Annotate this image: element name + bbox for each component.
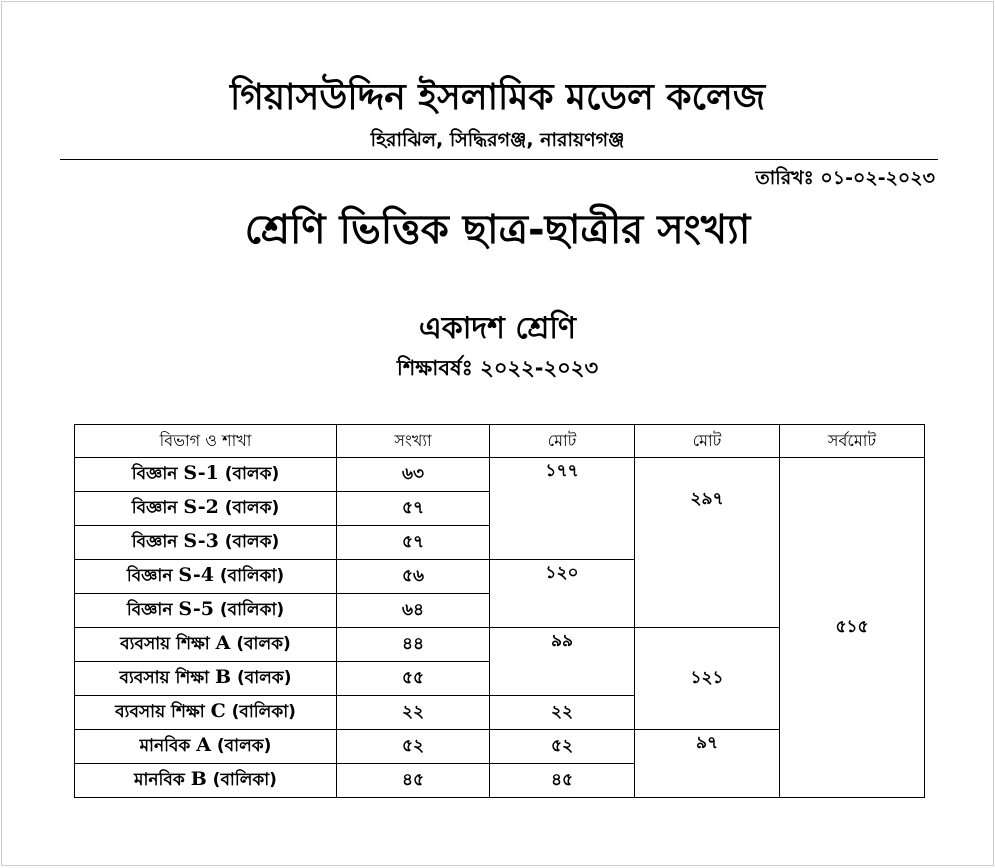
section-cell: বিজ্ঞান S-1 (বালক) <box>75 458 337 492</box>
grand-total-cell: ৫১৫ <box>780 458 925 798</box>
subtotal-cell: ২২ <box>490 696 635 730</box>
count-cell: ২২ <box>337 696 490 730</box>
header-divider <box>60 159 938 160</box>
document-page <box>1 1 994 866</box>
section-cell: বিজ্ঞান S-5 (বালিকা) <box>75 594 337 628</box>
subtotal-cell: ১২০ <box>490 560 635 628</box>
section-cell: মানবিক B (বালিকা) <box>75 764 337 798</box>
class-name: একাদশ শ্রেণি <box>418 311 577 346</box>
count-cell: ৬৩ <box>337 458 490 492</box>
count-cell: ৫৭ <box>337 492 490 526</box>
section-cell: বিজ্ঞান S-3 (বালক) <box>75 526 337 560</box>
student-count-table <box>74 424 925 798</box>
count-cell: ৪৫ <box>337 764 490 798</box>
subtotal-cell: ৫২ <box>490 730 635 764</box>
subtotal-cell: ৪৫ <box>490 764 635 798</box>
column-header-count: সংখ্যা <box>337 425 490 458</box>
count-cell: ৫৭ <box>337 526 490 560</box>
section-cell: ব্যবসায় শিক্ষা A (বালক) <box>75 628 337 662</box>
column-header-section: বিভাগ ও শাখা <box>75 425 337 458</box>
section-cell: ব্যবসায় শিক্ষা B (বালক) <box>75 662 337 696</box>
date-value: ০১-০২-২০২৩ <box>820 167 935 189</box>
count-cell: ৬৪ <box>337 594 490 628</box>
section-cell: মানবিক A (বালক) <box>75 730 337 764</box>
date-line <box>756 164 935 196</box>
subtotal-cell: ১৭৭ <box>490 458 635 560</box>
report-title: শ্রেণি ভিত্তিক ছাত্র-ছাত্রীর সংখ্যা <box>244 207 751 253</box>
section-cell: বিজ্ঞান S-4 (বালিকা) <box>75 560 337 594</box>
subtotal-cell: ৯৯ <box>490 628 635 696</box>
group-total-cell: ২৯৭ <box>635 458 780 628</box>
table-header-row <box>75 425 925 458</box>
table-row <box>75 458 925 492</box>
section-cell: ব্যবসায় শিক্ষা C (বালিকা) <box>75 696 337 730</box>
column-header-grand-total: সর্বমোট <box>780 425 925 458</box>
column-header-group-total: মোট <box>635 425 780 458</box>
count-cell: ৪৪ <box>337 628 490 662</box>
count-cell: ৫৫ <box>337 662 490 696</box>
college-address: হিরাঝিল, সিদ্ধিরগঞ্জ, নারায়ণগঞ্জ <box>370 129 625 151</box>
count-cell: ৫২ <box>337 730 490 764</box>
section-cell: বিজ্ঞান S-2 (বালক) <box>75 492 337 526</box>
group-total-cell: ১২১ <box>635 628 780 730</box>
count-cell: ৫৬ <box>337 560 490 594</box>
group-total-cell: ৯৭ <box>635 730 780 798</box>
date-label: তারিখঃ <box>755 167 814 189</box>
column-header-subtotal: মোট <box>490 425 635 458</box>
academic-session: শিক্ষাবর্ষঃ ২০২২-২০২৩ <box>396 356 599 380</box>
college-name: গিয়াসউদ্দিন ইসলামিক মডেল কলেজ <box>229 77 766 118</box>
